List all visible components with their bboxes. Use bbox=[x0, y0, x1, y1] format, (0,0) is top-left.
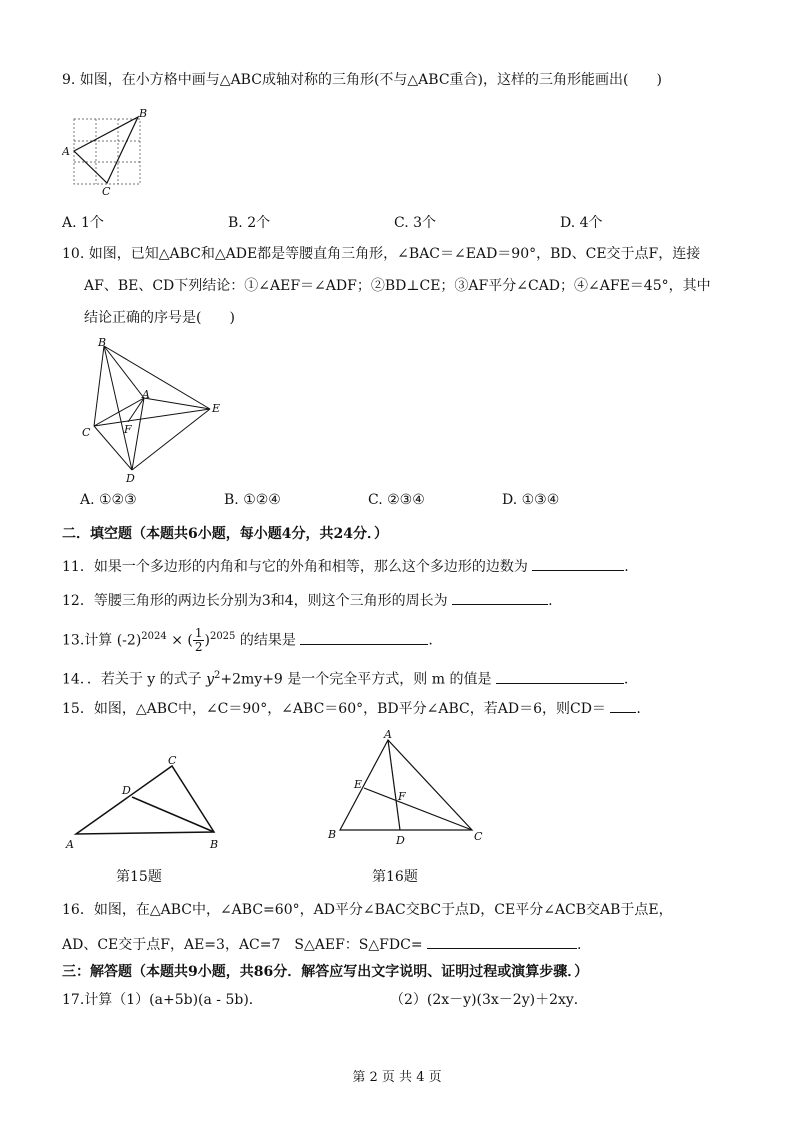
q16-label-b: B bbox=[328, 828, 337, 841]
q9-label-c: C bbox=[102, 185, 111, 195]
q13-times: × bbox=[171, 632, 183, 649]
q10-option-c: C. ②③④ bbox=[368, 492, 425, 508]
section-2-heading: 二．填空题（本题共6小题，每小题4分，共24分．） bbox=[62, 526, 388, 542]
q14-rest: +2my+9 是一个完全平方式，则 m 的值是 bbox=[220, 671, 492, 688]
q10-option-a: A. ①②③ bbox=[80, 492, 137, 508]
q9-option-b: B. 2个 bbox=[228, 215, 271, 231]
q12-text: 12．等腰三角形的两边长分别为3和4，则这个三角形的周长为 bbox=[62, 593, 448, 609]
q10-line3: 结论正确的序号是( ) bbox=[84, 310, 235, 326]
q13-fraction bbox=[193, 627, 205, 654]
q10-line1: 10. 如图，已知△ABC和△ADE都是等腰直角三角形，∠BAC＝∠EAD＝90°，BD、CE交于点F，连接 bbox=[62, 246, 701, 262]
q16-line2 bbox=[62, 934, 581, 955]
q16-end: . bbox=[577, 937, 582, 953]
q14 bbox=[62, 666, 628, 690]
q13-frac-num: 1 bbox=[194, 626, 203, 641]
q9-option-a: A. 1个 bbox=[62, 215, 104, 231]
q9-stem: 9. 如图，在小方格中画与△ABC成轴对称的三角形(不与△ABC重合)，这样的三角形能画出( ) bbox=[62, 72, 662, 88]
q16-label-c: C bbox=[474, 830, 483, 843]
q15-answer-blank[interactable] bbox=[610, 698, 636, 713]
q15-label-d: D bbox=[122, 784, 131, 797]
q16-answer-blank[interactable] bbox=[427, 934, 577, 949]
section-3-heading: 三：解答题（本题共9小题，共86分．解答应写出文字说明、证明过程或演算步骤．） bbox=[62, 964, 589, 980]
q15-label-a: A bbox=[66, 838, 74, 851]
q16-line1: 16．如图，在△ABC中，∠ABC=60°，AD平分∠BAC交BC于点D，CE平分∠ACB交AB于点E， bbox=[62, 902, 673, 918]
q16-label-f: F bbox=[398, 790, 406, 803]
q16-figure bbox=[322, 730, 492, 850]
q9-figure bbox=[62, 103, 154, 195]
q10-figure bbox=[78, 336, 228, 486]
q9-label-b: B bbox=[139, 107, 148, 120]
q12-end: . bbox=[548, 593, 553, 609]
q13-exp1: 2024 bbox=[141, 631, 167, 642]
q13-answer-blank[interactable] bbox=[300, 630, 428, 645]
q14-exp: 2 bbox=[214, 670, 221, 681]
caption-fig15: 第15题 bbox=[116, 869, 162, 885]
page-footer: 第 2 页 共 4 页 bbox=[352, 1070, 442, 1085]
q9-label-a: A bbox=[62, 145, 70, 158]
q10-label-c: C bbox=[82, 426, 91, 439]
q13-end: . bbox=[428, 632, 433, 649]
q15-text: 15．如图，△ABC中，∠C＝90°，∠ABC＝60°，BD平分∠ABC，若AD＝6，则CD＝ bbox=[62, 701, 606, 717]
q13-suffix: 的结果是 bbox=[239, 632, 296, 649]
q10-option-d: D. ①③④ bbox=[502, 492, 560, 508]
q10-label-e: E bbox=[212, 402, 221, 415]
q11-end: . bbox=[624, 559, 629, 575]
q13-base1: (-2) bbox=[116, 632, 142, 649]
triangle-abc bbox=[74, 117, 138, 183]
q13-frac-den: 2 bbox=[194, 640, 203, 655]
q16-label-e: E bbox=[354, 778, 363, 791]
q15-label-b: B bbox=[210, 838, 219, 851]
q10-label-f: F bbox=[124, 423, 132, 436]
q9-option-d: D. 4个 bbox=[560, 215, 603, 231]
q15-end: . bbox=[636, 701, 641, 717]
q10-label-d: D bbox=[126, 472, 135, 485]
q10-label-a: A bbox=[142, 388, 150, 401]
q14-answer-blank[interactable] bbox=[496, 669, 624, 684]
q10-option-b: B. ①②④ bbox=[224, 492, 281, 508]
q13-prefix: 13.计算 bbox=[62, 632, 113, 649]
q17-part1: 17.计算（1）(a+5b)(a - 5b)． bbox=[62, 992, 263, 1008]
q10-label-b: B bbox=[98, 336, 107, 349]
q14-expr: y bbox=[206, 671, 214, 688]
q14-prefix: 14．．若关于 y 的式子 bbox=[62, 671, 202, 688]
q11-answer-blank[interactable] bbox=[532, 556, 624, 571]
q16-line2-text: AD、CE交于点F，AE=3，AC=7 S△AEF：S△FDC= bbox=[62, 937, 423, 953]
q16-label-a: A bbox=[384, 730, 392, 741]
q13-exp2: 2025 bbox=[209, 631, 236, 642]
caption-fig16: 第16题 bbox=[372, 869, 418, 885]
q15 bbox=[62, 698, 641, 719]
q12-answer-blank[interactable] bbox=[452, 590, 548, 605]
q15-label-c: C bbox=[168, 754, 177, 767]
q11-text: 11．如果一个多边形的内角和与它的外角和相等，那么这个多边形的边数为 bbox=[62, 559, 528, 575]
q9-option-c: C. 3个 bbox=[394, 215, 437, 231]
q14-end: . bbox=[623, 671, 629, 688]
q11 bbox=[62, 556, 629, 577]
q10-line2: AF、BE、CD下列结论：①∠AEF＝∠ADF；②BD⊥CE；③AF平分∠CAD；④∠AFE＝45°，其中 bbox=[84, 278, 711, 294]
q12 bbox=[62, 590, 553, 611]
q13: 13.计算 $(-2)^{2024}$ × ( $\frac{1}{2}$ )$^{2025}$ 的结果是 . bbox=[62, 626, 433, 655]
q17-part2: （2）(2x－y)(3x－2y)＋2xy． bbox=[390, 992, 588, 1008]
q16-label-d: D bbox=[396, 834, 405, 847]
q15-figure bbox=[60, 752, 230, 852]
